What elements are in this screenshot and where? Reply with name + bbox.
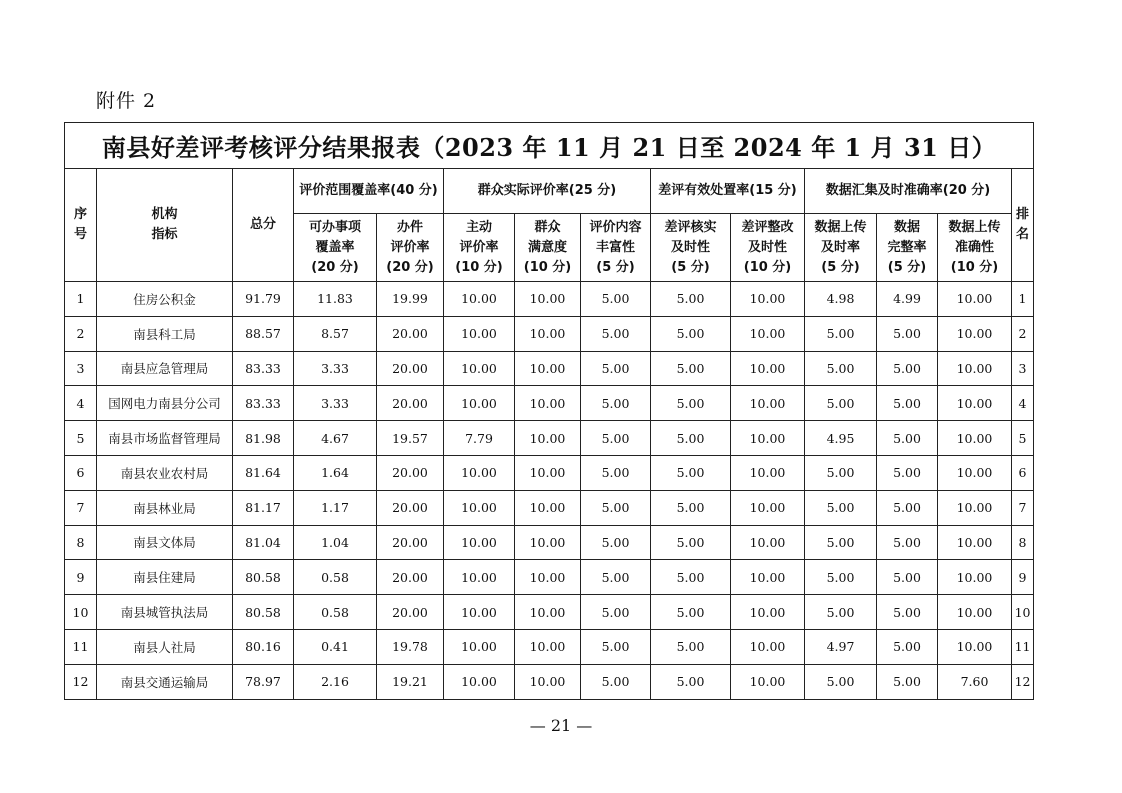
cell-score: 20.00: [377, 386, 444, 421]
cell-score: 10.00: [938, 490, 1012, 525]
cell-score: 5.00: [877, 351, 938, 386]
cell-score: 5.00: [877, 455, 938, 490]
cell-score: 10.00: [515, 629, 581, 664]
cell-score: 7.60: [938, 664, 1012, 699]
sub-header-line: (5 分): [821, 259, 860, 275]
cell-total: 83.33: [233, 351, 294, 386]
sub-header-line: (5 分): [887, 259, 927, 275]
cell-score: 10.00: [938, 595, 1012, 630]
cell-score: 5.00: [877, 629, 938, 664]
sub-header-line: (20 分): [386, 259, 434, 275]
cell-score: 5.00: [651, 664, 731, 699]
table-row: [65, 490, 1034, 525]
cell-score: 5.00: [651, 351, 731, 386]
cell-score: 5.00: [581, 351, 651, 386]
table-row: [65, 664, 1034, 699]
cell-score: 10.00: [938, 560, 1012, 595]
cell-score: 5.00: [805, 490, 877, 525]
table-title: 南县好差评考核评分结果报表（2023 年 11 月 21 日至 2024 年 1 月 31 日）: [65, 123, 1034, 169]
cell-score: 10.00: [731, 316, 805, 351]
sub-header-line: (5 分): [671, 259, 710, 275]
cell-seq: 12: [65, 664, 97, 699]
cell-score: 10.00: [444, 629, 515, 664]
header-group-data: 数据汇集及时准确率(20 分): [805, 169, 1012, 214]
sub-header-line: (10 分): [743, 259, 792, 275]
cell-score: 10.00: [515, 560, 581, 595]
cell-score: 0.58: [294, 560, 377, 595]
sub-header-line: 及时性: [670, 239, 710, 255]
cell-score: 10.00: [938, 316, 1012, 351]
sub-header-cell: [938, 214, 1012, 282]
cell-seq: 7: [65, 490, 97, 525]
cell-score: 5.00: [651, 455, 731, 490]
sub-header-line: 及时率: [820, 239, 860, 255]
cell-seq: 2: [65, 316, 97, 351]
cell-total: 81.04: [233, 525, 294, 560]
cell-score: 10.00: [515, 421, 581, 456]
cell-total: 81.64: [233, 455, 294, 490]
cell-score: 0.41: [294, 629, 377, 664]
cell-seq: 11: [65, 629, 97, 664]
cell-org: 南县城管执法局: [97, 595, 233, 630]
cell-seq: 8: [65, 525, 97, 560]
cell-score: 5.00: [877, 664, 938, 699]
cell-total: 81.17: [233, 490, 294, 525]
table-row: [65, 629, 1034, 664]
cell-score: 5.00: [805, 316, 877, 351]
header-total: 总分: [233, 169, 294, 282]
cell-score: 5.00: [581, 282, 651, 317]
cell-seq: 10: [65, 595, 97, 630]
cell-score: 10.00: [731, 455, 805, 490]
cell-score: 10.00: [515, 316, 581, 351]
sub-header-line: 数据上传: [814, 219, 867, 235]
cell-score: 10.00: [515, 386, 581, 421]
cell-score: 5.00: [581, 386, 651, 421]
cell-org: 南县住建局: [97, 560, 233, 595]
cell-score: 20.00: [377, 595, 444, 630]
sub-header-line: 完整率: [887, 239, 927, 255]
sub-header-cell: [515, 214, 581, 282]
header-org: [97, 169, 233, 282]
cell-score: 10.00: [938, 282, 1012, 317]
cell-org: 南县交通运输局: [97, 664, 233, 699]
header-seq: [65, 169, 97, 282]
cell-org: 南县农业农村局: [97, 455, 233, 490]
sub-header-line: 群众: [534, 219, 561, 235]
cell-score: 10.00: [938, 421, 1012, 456]
cell-org: 南县文体局: [97, 525, 233, 560]
sub-header-line: 差评整改: [741, 219, 794, 235]
cell-score: 19.57: [377, 421, 444, 456]
cell-score: 10.00: [731, 282, 805, 317]
table-row: [65, 560, 1034, 595]
sub-header-cell: [581, 214, 651, 282]
cell-score: 10.00: [731, 386, 805, 421]
cell-score: 11.83: [294, 282, 377, 317]
cell-score: 10.00: [731, 595, 805, 630]
cell-score: 19.78: [377, 629, 444, 664]
cell-score: 10.00: [731, 421, 805, 456]
cell-seq: 5: [65, 421, 97, 456]
cell-score: 5.00: [805, 560, 877, 595]
cell-score: 10.00: [444, 351, 515, 386]
cell-score: 5.00: [805, 386, 877, 421]
cell-score: 10.00: [444, 386, 515, 421]
cell-org: 南县科工局: [97, 316, 233, 351]
cell-score: 10.00: [515, 455, 581, 490]
score-report-table: [64, 122, 1034, 700]
cell-score: 10.00: [938, 629, 1012, 664]
sub-header-line: (20 分): [311, 259, 359, 275]
cell-rank: 5: [1012, 421, 1034, 456]
cell-total: 80.58: [233, 560, 294, 595]
sub-header-line: (10 分): [455, 259, 503, 275]
cell-score: 10.00: [938, 455, 1012, 490]
cell-score: 10.00: [731, 629, 805, 664]
sub-header-cell: [805, 214, 877, 282]
sub-header-line: (10 分): [950, 259, 999, 275]
cell-seq: 9: [65, 560, 97, 595]
table-row: [65, 525, 1034, 560]
cell-score: 5.00: [651, 282, 731, 317]
table-row: [65, 282, 1034, 317]
cell-seq: 1: [65, 282, 97, 317]
sub-header-cell: [444, 214, 515, 282]
cell-score: 20.00: [377, 490, 444, 525]
cell-score: 10.00: [444, 595, 515, 630]
cell-rank: 8: [1012, 525, 1034, 560]
sub-header-line: 主动: [465, 219, 492, 235]
cell-score: 10.00: [444, 316, 515, 351]
sub-header-cell: [731, 214, 805, 282]
sub-header-line: 及时性: [747, 239, 787, 255]
cell-org: 国网电力南县分公司: [97, 386, 233, 421]
cell-score: 5.00: [805, 525, 877, 560]
cell-rank: 1: [1012, 282, 1034, 317]
cell-score: 10.00: [515, 282, 581, 317]
sub-header-line: 评价率: [459, 239, 499, 255]
cell-score: 3.33: [294, 351, 377, 386]
cell-total: 91.79: [233, 282, 294, 317]
sub-header-cell: [651, 214, 731, 282]
cell-score: 10.00: [444, 490, 515, 525]
sub-header-cell: [294, 214, 377, 282]
cell-score: 5.00: [651, 560, 731, 595]
cell-rank: 12: [1012, 664, 1034, 699]
cell-total: 80.58: [233, 595, 294, 630]
table-row: [65, 316, 1034, 351]
table-row: [65, 455, 1034, 490]
cell-score: 4.99: [877, 282, 938, 317]
header-group-disposal: 差评有效处置率(15 分): [651, 169, 805, 214]
cell-org: 南县市场监督管理局: [97, 421, 233, 456]
cell-score: 5.00: [581, 316, 651, 351]
header-seq-line: 序: [73, 207, 87, 222]
sub-header-line: 满意度: [527, 239, 567, 255]
cell-total: 88.57: [233, 316, 294, 351]
header-org-line: 指标: [151, 227, 178, 242]
attachment-label: 附件 2: [96, 90, 157, 112]
cell-rank: 2: [1012, 316, 1034, 351]
cell-score: 5.00: [581, 455, 651, 490]
table-row: [65, 595, 1034, 630]
cell-score: 10.00: [515, 351, 581, 386]
header-org-line: 机构: [151, 207, 178, 222]
cell-org: 南县林业局: [97, 490, 233, 525]
cell-score: 5.00: [877, 421, 938, 456]
cell-score: 10.00: [444, 282, 515, 317]
sub-header-line: 评价内容: [589, 219, 642, 235]
cell-score: 4.98: [805, 282, 877, 317]
cell-score: 19.21: [377, 664, 444, 699]
cell-score: 5.00: [877, 560, 938, 595]
cell-score: 20.00: [377, 525, 444, 560]
table-row: [65, 386, 1034, 421]
cell-score: 5.00: [877, 386, 938, 421]
cell-score: 10.00: [515, 595, 581, 630]
cell-total: 81.98: [233, 421, 294, 456]
cell-total: 78.97: [233, 664, 294, 699]
cell-score: 5.00: [805, 664, 877, 699]
cell-seq: 3: [65, 351, 97, 386]
cell-score: 5.00: [581, 629, 651, 664]
cell-score: 10.00: [731, 490, 805, 525]
cell-seq: 6: [65, 455, 97, 490]
sub-header-line: 数据上传: [948, 219, 1001, 235]
cell-score: 10.00: [938, 386, 1012, 421]
sub-header-line: (5 分): [596, 259, 635, 275]
cell-score: 5.00: [651, 595, 731, 630]
cell-score: 5.00: [651, 629, 731, 664]
cell-score: 4.97: [805, 629, 877, 664]
cell-org: 南县人社局: [97, 629, 233, 664]
sub-header-line: (10 分): [523, 259, 572, 275]
cell-score: 5.00: [877, 316, 938, 351]
cell-score: 5.00: [581, 421, 651, 456]
cell-org: 住房公积金: [97, 282, 233, 317]
sub-header-line: 评价率: [390, 239, 430, 255]
cell-score: 10.00: [515, 525, 581, 560]
cell-score: 10.00: [938, 525, 1012, 560]
sub-header-cell: [377, 214, 444, 282]
cell-score: 2.16: [294, 664, 377, 699]
cell-score: 10.00: [731, 351, 805, 386]
cell-total: 83.33: [233, 386, 294, 421]
cell-score: 4.95: [805, 421, 877, 456]
cell-rank: 9: [1012, 560, 1034, 595]
cell-score: 5.00: [581, 595, 651, 630]
cell-score: 5.00: [877, 595, 938, 630]
cell-rank: 11: [1012, 629, 1034, 664]
cell-score: 10.00: [731, 560, 805, 595]
cell-score: 5.00: [877, 490, 938, 525]
table-row: [65, 351, 1034, 386]
cell-score: 20.00: [377, 351, 444, 386]
cell-score: 8.57: [294, 316, 377, 351]
cell-score: 1.17: [294, 490, 377, 525]
sub-header-line: 数据: [893, 219, 920, 235]
cell-score: 20.00: [377, 316, 444, 351]
cell-score: 1.64: [294, 455, 377, 490]
cell-score: 4.67: [294, 421, 377, 456]
cell-score: 5.00: [877, 525, 938, 560]
cell-score: 5.00: [581, 490, 651, 525]
cell-org: 南县应急管理局: [97, 351, 233, 386]
cell-score: 3.33: [294, 386, 377, 421]
sub-header-line: 办件: [396, 219, 423, 235]
page-number: — 21 —: [529, 716, 593, 735]
sub-header-line: 准确性: [954, 239, 994, 255]
cell-score: 10.00: [515, 490, 581, 525]
cell-score: 5.00: [651, 386, 731, 421]
sub-header-line: 丰富性: [595, 239, 635, 255]
cell-score: 20.00: [377, 455, 444, 490]
cell-score: 5.00: [805, 455, 877, 490]
cell-score: 5.00: [651, 421, 731, 456]
header-rank: 排名: [1012, 169, 1034, 282]
cell-rank: 3: [1012, 351, 1034, 386]
cell-score: 5.00: [581, 525, 651, 560]
cell-rank: 4: [1012, 386, 1034, 421]
sub-header-line: 可办事项: [308, 219, 361, 235]
cell-score: 0.58: [294, 595, 377, 630]
cell-score: 7.79: [444, 421, 515, 456]
cell-score: 5.00: [805, 351, 877, 386]
cell-score: 10.00: [938, 351, 1012, 386]
cell-score: 10.00: [515, 664, 581, 699]
cell-rank: 10: [1012, 595, 1034, 630]
cell-score: 1.04: [294, 525, 377, 560]
sub-header-cell: [877, 214, 938, 282]
cell-score: 10.00: [444, 664, 515, 699]
cell-total: 80.16: [233, 629, 294, 664]
header-group-coverage: 评价范围覆盖率(40 分): [294, 169, 444, 214]
cell-score: 19.99: [377, 282, 444, 317]
header-seq-line: 号: [73, 227, 87, 242]
sub-header-line: 差评核实: [664, 219, 717, 235]
cell-score: 20.00: [377, 560, 444, 595]
header-group-evaluation: 群众实际评价率(25 分): [444, 169, 651, 214]
cell-rank: 6: [1012, 455, 1034, 490]
cell-score: 5.00: [581, 560, 651, 595]
cell-score: 5.00: [651, 490, 731, 525]
cell-score: 10.00: [731, 664, 805, 699]
cell-score: 10.00: [444, 455, 515, 490]
cell-score: 10.00: [731, 525, 805, 560]
cell-score: 5.00: [651, 316, 731, 351]
cell-score: 10.00: [444, 560, 515, 595]
cell-score: 10.00: [444, 525, 515, 560]
cell-seq: 4: [65, 386, 97, 421]
cell-score: 5.00: [581, 664, 651, 699]
cell-score: 5.00: [651, 525, 731, 560]
sub-header-line: 覆盖率: [315, 239, 355, 255]
table-row: [65, 421, 1034, 456]
cell-score: 5.00: [805, 595, 877, 630]
cell-rank: 7: [1012, 490, 1034, 525]
